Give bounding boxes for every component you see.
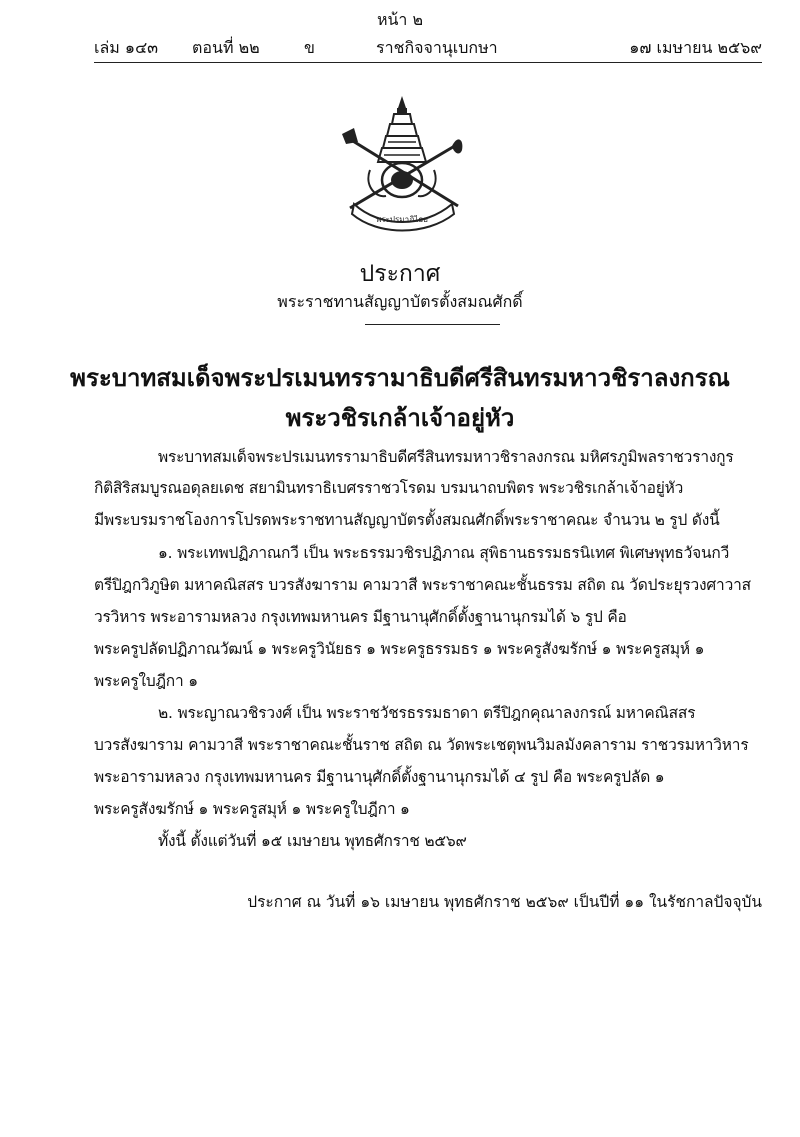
king-title-line-2: พระวชิรเกล้าเจ้าอยู่หัว — [285, 404, 515, 432]
announcement-title: ประกาศ — [359, 261, 441, 287]
section-number: ตอนที่ ๒๒ — [192, 38, 260, 57]
body-line: มีพระบรมราชโองการโปรดพระราชทานสัญญาบัตรตั้งสมณศักดิ์พระราชาคณะ จำนวน ๒ รูป ดังนี้ — [94, 511, 720, 529]
issue-date: ๑๗ เมษายน ๒๕๖๙ — [629, 38, 762, 57]
body-line: พระครูใบฎีกา ๑ — [94, 672, 198, 690]
gazette-name: ราชกิจจานุเบกษา — [376, 38, 498, 57]
body-line: พระบาทสมเด็จพระปรเมนทรรามาธิบดีศรีสินทรมหาวชิราลงกรณ มหิศรภูมิพลราชวรางกูร — [158, 448, 734, 466]
body-line: กิติสิริสมบูรณอดุลยเดช สยามินทราธิเบศรราชวโรดม บรมนาถบพิตร พระวชิรเกล้าเจ้าอยู่หัว — [94, 479, 684, 497]
body-line: วรวิหาร พระอารามหลวง กรุงเทพมหานคร มีฐานานุศักดิ์ตั้งฐานานุกรมได้ ๖ รูป คือ — [94, 608, 627, 626]
part-letter: ข — [304, 38, 315, 57]
gazette-header — [94, 36, 762, 63]
page-number: หน้า ๒ — [376, 10, 424, 29]
body-line: ทั้งนี้ ตั้งแต่วันที่ ๑๕ เมษายน พุทธศักราช ๒๕๖๙ — [158, 832, 467, 850]
body-line: ๒. พระญาณวชิรวงศ์ เป็น พระราชวัชรธรรมธาดา ตรีปิฎกคุณาลงกรณ์ มหาคณิสสร — [158, 704, 696, 722]
body-line: ๑. พระเทพปฏิภาณกวี เป็น พระธรรมวชิรปฏิภาณ สุพิธานธรรมธรนิเทศ พิเศษพุทธวัจนกวี — [158, 544, 730, 562]
body-line: บวรสังฆาราม คามวาสี พระราชาคณะชั้นราช สถิต ณ วัดพระเชตุพนวิมลมังคลาราม ราชวรมหาวิหาร — [94, 736, 749, 754]
signoff-date: ประกาศ ณ วันที่ ๑๖ เมษายน พุทธศักราช ๒๕๖๙ เป็นปีที่ ๑๑ ในรัชกาลปัจจุบัน — [247, 893, 762, 911]
emblem-caption: พระปรมาภิไธย — [376, 215, 428, 224]
body-line: พระอารามหลวง กรุงเทพมหานคร มีฐานานุศักดิ์ตั้งฐานานุกรมได้ ๔ รูป คือ พระครูปลัด ๑ — [94, 768, 665, 786]
body-line: พระครูสังฆรักษ์ ๑ พระครูสมุห์ ๑ พระครูใบฎีกา ๑ — [94, 800, 410, 818]
announcement-subtitle: พระราชทานสัญญาบัตรตั้งสมณศักดิ์ — [277, 292, 523, 311]
body-line: ตรีปิฎกวิภูษิต มหาคณิสสร บวรสังฆาราม คามวาสี พระราชาคณะชั้นธรรม สถิต ณ วัดประยุรวงศาวาส — [94, 576, 751, 594]
body-line: พระครูปลัดปฏิภาณวัฒน์ ๑ พระครูวินัยธร ๑ พระครูธรรมธร ๑ พระครูสังฆรักษ์ ๑ พระครูสมุห์ ๑ — [94, 640, 705, 658]
title-divider — [365, 324, 500, 325]
royal-emblem-icon — [340, 94, 465, 234]
volume-number: เล่ม ๑๔๓ — [94, 38, 159, 57]
king-title-line-1: พระบาทสมเด็จพระปรเมนทรรามาธิบดีศรีสินทรมหาวชิราลงกรณ — [70, 364, 730, 392]
